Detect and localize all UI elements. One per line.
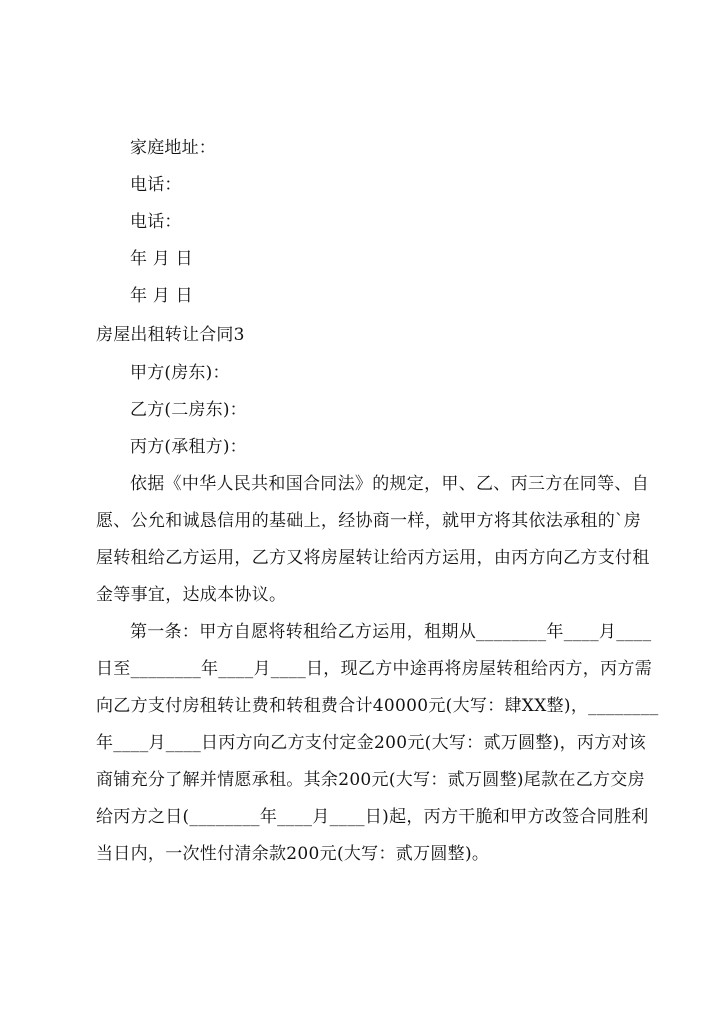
intro-paragraph	[96, 474, 650, 622]
date-line: 年 月 日	[130, 249, 193, 269]
party-a: 甲方(房东)：	[130, 363, 230, 383]
home-address-label: 家庭地址：	[130, 138, 216, 158]
paragraph-line: 愿、公允和诚恳信用的基础上，经协商一样，就甲方将其依法承租的`房	[96, 511, 642, 531]
paragraph-line: 第一条：甲方自愿将转租给乙方运用，租期从________年____月____	[130, 622, 652, 642]
paragraph-line: 日至________年____月____日，现乙方中途再将房屋转租给丙方，丙方需	[96, 659, 652, 679]
phone-label: 电话：	[130, 175, 182, 195]
paragraph-line: 年____月____日丙方向乙方支付定金200元(大写：贰万圆整)，丙方对该	[96, 733, 647, 753]
date-line-2: 年 月 日	[130, 286, 193, 306]
paragraph-line: 向乙方支付房租转让费和转租费合计40000元(大写：肆XX整)，________	[96, 696, 659, 716]
contract-title: 房屋出租转让合同3	[96, 325, 245, 345]
party-b: 乙方(二房东)：	[130, 400, 247, 420]
article-one-paragraph	[96, 622, 659, 881]
paragraph-line: 商铺充分了解并情愿承租。其余200元(大写：贰万圆整)尾款在乙方交房	[96, 770, 645, 790]
paragraph-line: 依据《中华人民共和国合同法》的规定，甲、乙、丙三方在同等、自	[130, 474, 649, 494]
paragraph-line: 金等事宜，达成本协议。	[96, 585, 287, 605]
party-c: 丙方(承租方)：	[130, 437, 247, 457]
paragraph-line: 给丙方之日(________年____月____日)起，丙方干脆和甲方改签合同胜利	[96, 807, 649, 827]
paragraph-line: 屋转租给乙方运用，乙方又将房屋转让给丙方运用，由丙方向乙方支付租	[96, 548, 650, 568]
phone-label-2: 电话：	[130, 212, 182, 232]
paragraph-line: 当日内，一次性付清余款200元(大写：贰万圆整)。	[96, 844, 490, 864]
